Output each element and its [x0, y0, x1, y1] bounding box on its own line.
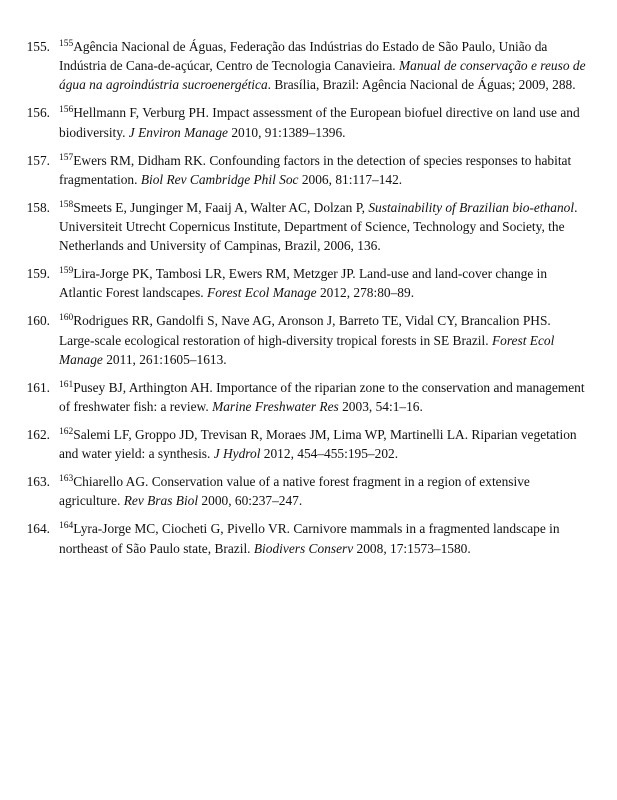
reference-title-italic: J Environ Manage	[128, 124, 228, 140]
reference-number-text: 164.	[26, 521, 50, 537]
reference-number-text: 162.	[26, 427, 50, 443]
reference-superscript: 156	[59, 105, 74, 116]
reference-text-segment: 2008, 17:1573–1580.	[353, 540, 471, 556]
reference-text-segment: Rodrigues RR, Gandolfi S, Nave AG, Aronson J, Barreto TE, Vidal CY, Brancalion PHS. Large-scale ecological restoration of high-diversity tropical forests in SE Brazil.	[59, 313, 551, 348]
reference-number-text: 158.	[26, 199, 50, 215]
reference-text	[59, 519, 587, 557]
reference-item	[0, 472, 617, 510]
reference-text	[59, 37, 587, 95]
reference-item	[0, 378, 617, 416]
reference-number-text: 160.	[26, 313, 50, 329]
reference-superscript: 157	[59, 152, 74, 163]
reference-text-segment: Lira-Jorge PK, Tambosi LR, Ewers RM, Metzger JP. Land-use and land-cover change in Atlantic Forest landscapes.	[59, 266, 548, 301]
reference-title-italic: Sustainability of Brazilian bio-ethanol	[368, 199, 575, 215]
reference-text	[59, 151, 587, 189]
reference-item	[0, 151, 617, 189]
reference-item	[0, 37, 617, 95]
reference-title-italic: Forest Ecol Manage	[59, 332, 555, 367]
reference-text-segment: 2000, 60:237–247.	[198, 493, 303, 509]
reference-superscript: 159	[59, 266, 74, 277]
reference-number-text: 159.	[26, 266, 50, 282]
reference-text-segment: Pusey BJ, Arthington AH. Importance of the riparian zone to the conservation and management of freshwater fish: a review.	[59, 379, 585, 415]
reference-number	[0, 425, 50, 444]
reference-text-segment: Smeets E, Junginger M, Faaij A, Walter AC, Dolzan P,	[73, 199, 369, 215]
reference-number-text: 156.	[26, 105, 50, 121]
reference-number-text: 155.	[26, 39, 50, 54]
reference-superscript: 164	[59, 521, 74, 532]
reference-text-segment: 2010, 91:1389–1396.	[227, 124, 346, 140]
reference-text-segment: . Universiteit Utrecht Copernicus Institute, Department of Science, Technology and Society, the Netherlands and University of Campinas, Brazil, 2006, 136.	[59, 199, 578, 254]
reference-text	[59, 378, 587, 416]
reference-text-segment: Ewers RM, Didham RK. Confounding factors in the detection of species responses to habitat fragmentation.	[59, 152, 572, 187]
reference-number	[0, 519, 50, 538]
reference-superscript: 160	[59, 313, 74, 324]
reference-superscript: 155	[59, 39, 74, 49]
reference-list	[0, 37, 617, 567]
reference-text-segment: 2006, 81:117–142.	[298, 171, 403, 187]
reference-number	[0, 472, 50, 491]
reference-item	[0, 519, 617, 557]
reference-text	[59, 472, 587, 510]
reference-superscript: 161	[59, 379, 74, 390]
reference-title-italic: Rev Bras Biol	[123, 493, 199, 509]
reference-title-italic: Forest Ecol Manage	[207, 285, 317, 301]
reference-title-italic: Manual de conservação e reuso de água na agroindústria sucroenergética	[59, 58, 586, 93]
reference-text-segment: 2011, 261:1605–1613.	[102, 351, 227, 367]
reference-text-segment: 2012, 278:80–89.	[316, 285, 415, 301]
reference-number-text: 163.	[26, 474, 50, 490]
reference-title-italic: Marine Freshwater Res	[212, 399, 339, 415]
reference-number	[0, 264, 50, 283]
reference-text-segment: Hellmann F, Verburg PH. Impact assessment of the European biofuel directive on land use and biodiversity.	[59, 105, 580, 140]
reference-item	[0, 198, 617, 256]
reference-item	[0, 264, 617, 302]
reference-item	[0, 311, 617, 369]
reference-text	[59, 103, 587, 141]
reference-number-text: 157.	[26, 152, 50, 168]
reference-number	[0, 198, 50, 217]
reference-text	[59, 425, 587, 463]
reference-text-segment: 2012, 454–455:195–202.	[260, 446, 399, 462]
reference-title-italic: Biodivers Conserv	[253, 540, 354, 556]
reference-number-text: 161.	[26, 379, 50, 395]
reference-title-italic: Biol Rev Cambridge Phil Soc	[140, 171, 299, 187]
reference-text	[59, 198, 587, 256]
reference-text-segment: Salemi LF, Groppo JD, Trevisan R, Moraes JM, Lima WP, Martinelli LA. Riparian vegetation and water yield: a synthesis.	[59, 427, 577, 462]
reference-superscript: 163	[59, 474, 74, 485]
reference-text-segment: . Brasília, Brazil: Agência Nacional de Águas; 2009, 288.	[267, 77, 576, 93]
reference-superscript: 158	[59, 199, 74, 210]
reference-text-segment: Lyra-Jorge MC, Ciocheti G, Pivello VR. Carnivore mammals in a fragmented landscape in northeast of São Paulo state, Brazil.	[59, 521, 560, 556]
reference-item	[0, 103, 617, 141]
reference-title-italic: J Hydrol	[213, 446, 261, 462]
reference-text	[59, 264, 587, 302]
reference-text-segment: Agência Nacional de Águas, Federação das Indústrias do Estado de São Paulo, União da Indústria de Cana-de-açúcar, Centro de Tecnologia Canavieira.	[59, 39, 548, 74]
reference-number	[0, 37, 50, 56]
reference-text-segment: Chiarello AG. Conservation value of a native forest fragment in a region of extensive agriculture.	[59, 474, 530, 509]
reference-number	[0, 311, 50, 330]
reference-number	[0, 151, 50, 170]
reference-superscript: 162	[59, 427, 74, 438]
reference-text-segment: 2003, 54:1–16.	[338, 399, 423, 415]
reference-text	[59, 311, 587, 369]
reference-number	[0, 103, 50, 122]
reference-number	[0, 378, 50, 397]
reference-item	[0, 425, 617, 463]
